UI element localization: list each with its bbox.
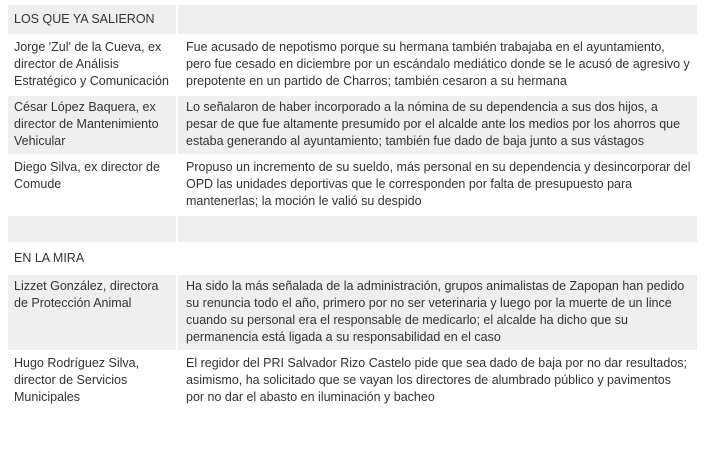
section-header: EN LA MIRA <box>8 244 178 273</box>
table-row <box>8 34 697 94</box>
official-description: Fue acusado de nepotismo porque su hermana también trabajaba en el ayuntamiento, pero fue cesado en diciembre por un escándalo mediático donde se le acusó de agresivo y prepotente en un partido de Charros; también cesaron a su hermana <box>186 40 690 88</box>
section-header-empty-cell <box>178 5 697 34</box>
empty-cell <box>8 216 178 242</box>
official-name: Diego Silva, ex director de Comude <box>8 156 178 214</box>
section-header: LOS QUE YA SALIERON <box>8 5 178 34</box>
official-name: Hugo Rodríguez Silva, director de Servicios Municipales <box>8 352 178 410</box>
section-header-row <box>8 242 697 273</box>
official-name: César López Baquera, ex director de Mantenimiento Vehicular <box>8 96 178 154</box>
empty-cell <box>178 216 697 242</box>
spacer-row <box>8 214 697 242</box>
official-name: Jorge 'Zul' de la Cueva, ex director de Análisis Estratégico y Comunicación <box>8 36 178 94</box>
official-description: Propuso un incremento de su sueldo, más personal en su dependencia y desincorporar del OPD las unidades deportivas que le corresponden por falta de presupuesto para mantenerlas; la moción le valió su despido <box>186 160 691 208</box>
table-row <box>8 350 697 410</box>
table-row <box>8 273 697 350</box>
section-header-empty-cell <box>178 244 697 273</box>
official-description: Ha sido la más señalada de la administración, grupos animalistas de Zapopan han pedido su renuncia todo el año, primero por no ser veterinaria y luego por la muerte de un lince cuando su personal era el responsable de medicarlo; el alcalde ha dicho que su permanencia está ligada a su responsabilidad en el caso <box>186 279 685 344</box>
official-description: El regidor del PRI Salvador Rizo Castelo pide que sea dado de baja por no dar resultados; asimismo, ha solicitado que se vayan los directores de alumbrado público y pavimentos por no dar el abasto en iluminación y bacheo <box>186 356 688 404</box>
section-header-row <box>8 5 697 34</box>
official-description: Lo señalaron de haber incorporado a la nómina de su dependencia a sus dos hijos, a pesar de que fue altamente presumido por el alcalde ante los medios por los ahorros que estaba generando al ayuntamiento; también fue dado de baja junto a sus vástagos <box>186 100 681 148</box>
officials-table <box>8 5 697 410</box>
official-name: Lizzet González, directora de Protección Animal <box>8 275 178 350</box>
table-row <box>8 94 697 154</box>
table-row <box>8 154 697 214</box>
